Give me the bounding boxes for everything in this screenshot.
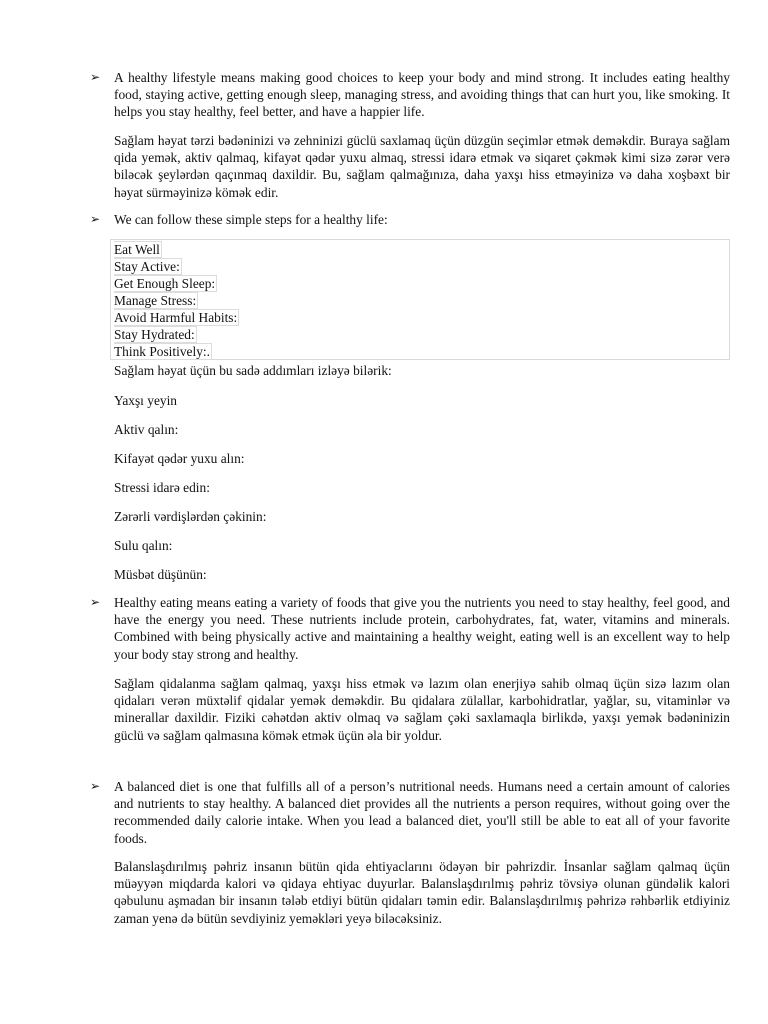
step-en-1: Eat Well [114, 242, 160, 257]
step-en-4: Manage Stress: [114, 293, 197, 308]
step-az-3: Kifayət qədər yuxu alın: [114, 451, 245, 466]
healthy-lifestyle-az: Sağlam həyat tərzi bədəninizi və zehninizi güclü saxlamaq üçün düzgün seçimlər etmək deməkdir. Buraya sağlam qida yemək, aktiv qalmaq, kifayət qədər yuxu almaq, stressi idarə etmək və siqaret çəkmək kimi sizə zərər verə biləcək şeylərdən qaçınmaq daxildir. Bu, sağlam qalmağınıza, daha yaxşı hiss etməyinizə və daha xoşbəxt bir həyat sürməyinizə kömək edir. [114, 133, 730, 200]
healthy-lifestyle-en: A healthy lifestyle means making good choices to keep your body and mind strong. It includes eating healthy food, staying active, getting enough sleep, managing stress, and avoiding things that can hurt you, like smoking. It helps you stay healthy, feel better, and have a happier life. [114, 70, 730, 120]
arrow-bullet-icon: ➢ [90, 212, 101, 226]
step-az-6: Sulu qalın: [114, 538, 173, 553]
bullet-item-healthy-eating [90, 594, 730, 663]
simple-steps-az: Sağlam həyat üçün bu sadə addımları izləyə bilərik: [114, 363, 392, 378]
steps-list-box [110, 239, 730, 360]
step-en-3: Get Enough Sleep: [114, 276, 216, 291]
step-en-2: Stay Active: [114, 259, 180, 274]
bullet-item-balanced-diet [90, 778, 730, 847]
step-en-7: Think Positively:. [114, 344, 210, 359]
balanced-diet-en: A balanced diet is one that fulfills all of a person’s nutritional needs. Humans need a certain amount of calories and nutrients to stay healthy. A balanced diet provides all the nutrients a person requires, without going over the recommended daily calorie intake. When you lead a balanced diet, you'll still be able to eat all of your favorite foods. [114, 779, 730, 846]
bullet-item-simple-steps [90, 211, 730, 228]
balanced-diet-az: Balanslaşdırılmış pəhriz insanın bütün qida ehtiyaclarını ödəyən bir pəhrizdir. İnsanlar sağlam qalmaq üçün müəyyən miqdarda kalori və qidaya ehtiyac duyurlar. Balanslaşdırılmış pəhriz tövsiyə olunan gündəlik kalori qəbulunu aşmadan bir insanın tələb etdiyi bütün qidaları təmin edir. Balanslaşdırılmış pəhrizə rəhbərlik etdiyiniz zaman yenə də bütün sevdiyiniz yeməkləri yeyə biləcəksiniz. [114, 859, 730, 926]
arrow-bullet-icon: ➢ [90, 779, 101, 793]
simple-steps-en: We can follow these simple steps for a healthy life: [114, 212, 388, 227]
healthy-eating-en: Healthy eating means eating a variety of foods that give you the nutrients you need to stay healthy, feel good, and have the energy you need. These nutrients include protein, carbohydrates, fat, water, vitamins and minerals. Combined with being physically active and maintaining a healthy weight, eating well is an excellent way to help your body stay strong and healthy. [114, 595, 730, 662]
step-az-2: Aktiv qalın: [114, 422, 179, 437]
bullet-item-healthy-lifestyle [90, 69, 730, 121]
arrow-bullet-icon: ➢ [90, 595, 101, 609]
step-az-4: Stressi idarə edin: [114, 480, 210, 495]
step-az-7: Müsbət düşünün: [114, 567, 207, 582]
step-en-5: Avoid Harmful Habits: [114, 310, 238, 325]
step-az-1: Yaxşı yeyin [114, 393, 177, 408]
arrow-bullet-icon: ➢ [90, 70, 101, 84]
healthy-eating-az: Sağlam qidalanma sağlam qalmaq, yaxşı hiss etmək və lazım olan enerjiyə sahib olmaq üçün sizə lazım olan qidaları verən müxtəlif qidalar yemək deməkdir. Bu qidalara zülallar, karbohidratlar, yağlar, su, vitaminlər və minerallar daxildir. Fiziki cəhətdən aktiv olmaq və sağlam çəki saxlamaqla birlikdə, yaxşı yemək bədəninizin güclü və sağlam qalmasına kömək etmək üçün əla bir yoldur. [114, 676, 730, 743]
step-en-6: Stay Hydrated: [114, 327, 195, 342]
step-az-5: Zərərli vərdişlərdən çəkinin: [114, 509, 267, 524]
